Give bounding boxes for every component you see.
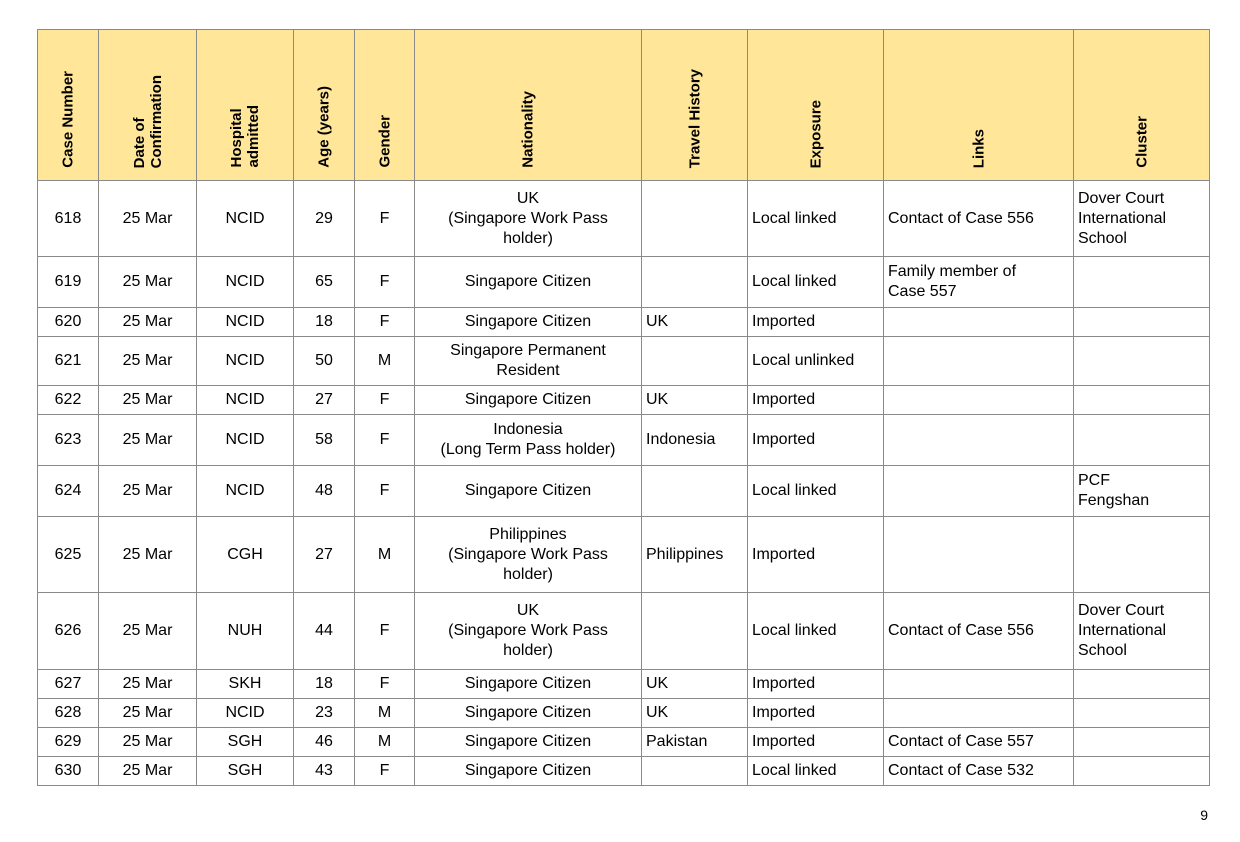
hospital-cell: NUH xyxy=(197,593,294,670)
table-row xyxy=(38,517,1210,593)
links-cell: Contact of Case 532 xyxy=(884,757,1074,786)
table-row xyxy=(38,415,1210,466)
age-cell: 48 xyxy=(294,466,355,517)
case-number-cell: 623 xyxy=(38,415,99,466)
links-cell: Contact of Case 556 xyxy=(884,593,1074,670)
nationality-cell: Singapore Citizen xyxy=(415,670,642,699)
case-number-cell: 630 xyxy=(38,757,99,786)
date-cell: 25 Mar xyxy=(99,337,197,386)
date-cell: 25 Mar xyxy=(99,593,197,670)
age-cell: 43 xyxy=(294,757,355,786)
age-cell: 29 xyxy=(294,181,355,257)
exposure-cell: Local linked xyxy=(748,757,884,786)
hospital-cell: SKH xyxy=(197,670,294,699)
table-row xyxy=(38,337,1210,386)
date-cell: 25 Mar xyxy=(99,517,197,593)
gender-cell: F xyxy=(355,593,415,670)
nationality-cell: Singapore Citizen xyxy=(415,699,642,728)
case-number-cell: 624 xyxy=(38,466,99,517)
links-cell xyxy=(884,308,1074,337)
cluster-cell xyxy=(1074,757,1210,786)
links-cell xyxy=(884,386,1074,415)
gender-cell: F xyxy=(355,181,415,257)
date-cell: 25 Mar xyxy=(99,466,197,517)
case-number-cell: 626 xyxy=(38,593,99,670)
date-cell: 25 Mar xyxy=(99,415,197,466)
age-cell: 50 xyxy=(294,337,355,386)
nationality-cell: Singapore Permanent Resident xyxy=(415,337,642,386)
hospital-cell: NCID xyxy=(197,257,294,308)
travel-history-cell: Pakistan xyxy=(642,728,748,757)
exposure-cell: Local linked xyxy=(748,257,884,308)
gender-cell: M xyxy=(355,517,415,593)
table-row xyxy=(38,257,1210,308)
hospital-cell: NCID xyxy=(197,415,294,466)
links-cell xyxy=(884,415,1074,466)
exposure-cell: Local linked xyxy=(748,466,884,517)
age-cell: 27 xyxy=(294,517,355,593)
table-row xyxy=(38,466,1210,517)
travel-history-cell: UK xyxy=(642,308,748,337)
hospital-cell: SGH xyxy=(197,728,294,757)
case-number-cell: 629 xyxy=(38,728,99,757)
cluster-cell: Dover Court International School xyxy=(1074,593,1210,670)
hospital-cell: NCID xyxy=(197,181,294,257)
date-cell: 25 Mar xyxy=(99,181,197,257)
date-cell: 25 Mar xyxy=(99,308,197,337)
header-age: Age (years) xyxy=(294,30,355,181)
case-number-cell: 627 xyxy=(38,670,99,699)
header-nationality: Nationality xyxy=(415,30,642,181)
nationality-cell: Singapore Citizen xyxy=(415,728,642,757)
page-number: 9 xyxy=(1200,807,1208,823)
case-number-cell: 625 xyxy=(38,517,99,593)
links-cell xyxy=(884,670,1074,699)
age-cell: 18 xyxy=(294,308,355,337)
gender-cell: F xyxy=(355,257,415,308)
gender-cell: F xyxy=(355,670,415,699)
case-number-cell: 628 xyxy=(38,699,99,728)
travel-history-cell: Indonesia xyxy=(642,415,748,466)
links-cell xyxy=(884,337,1074,386)
travel-history-cell xyxy=(642,593,748,670)
links-cell: Contact of Case 556 xyxy=(884,181,1074,257)
header-date-line1: Date of xyxy=(130,117,148,168)
case-number-cell: 622 xyxy=(38,386,99,415)
table-row xyxy=(38,757,1210,786)
travel-history-cell: UK xyxy=(642,670,748,699)
gender-cell: F xyxy=(355,415,415,466)
nationality-cell: Singapore Citizen xyxy=(415,757,642,786)
travel-history-cell: UK xyxy=(642,699,748,728)
exposure-cell: Imported xyxy=(748,670,884,699)
travel-history-cell: Philippines xyxy=(642,517,748,593)
cluster-cell: PCF Fengshan xyxy=(1074,466,1210,517)
age-cell: 65 xyxy=(294,257,355,308)
links-cell: Family member of Case 557 xyxy=(884,257,1074,308)
travel-history-cell xyxy=(642,466,748,517)
hospital-cell: NCID xyxy=(197,308,294,337)
cluster-cell xyxy=(1074,728,1210,757)
links-cell: Contact of Case 557 xyxy=(884,728,1074,757)
cluster-cell xyxy=(1074,386,1210,415)
header-case-number: Case Number xyxy=(38,30,99,181)
exposure-cell: Imported xyxy=(748,308,884,337)
age-cell: 44 xyxy=(294,593,355,670)
nationality-cell: UK (Singapore Work Pass holder) xyxy=(415,593,642,670)
age-cell: 18 xyxy=(294,670,355,699)
header-date-of-confirmation xyxy=(99,30,197,181)
travel-history-cell xyxy=(642,257,748,308)
case-number-cell: 619 xyxy=(38,257,99,308)
travel-history-cell xyxy=(642,757,748,786)
case-number-cell: 621 xyxy=(38,337,99,386)
links-cell xyxy=(884,466,1074,517)
date-cell: 25 Mar xyxy=(99,699,197,728)
header-date-line2: Confirmation xyxy=(147,74,165,168)
table-row xyxy=(38,181,1210,257)
gender-cell: M xyxy=(355,728,415,757)
date-cell: 25 Mar xyxy=(99,670,197,699)
hospital-cell: NCID xyxy=(197,466,294,517)
exposure-cell: Imported xyxy=(748,728,884,757)
nationality-cell: Indonesia (Long Term Pass holder) xyxy=(415,415,642,466)
header-hospital-line1: Hospital xyxy=(228,108,245,168)
nationality-cell: Singapore Citizen xyxy=(415,257,642,308)
date-cell: 25 Mar xyxy=(99,728,197,757)
date-cell: 25 Mar xyxy=(99,257,197,308)
table-row xyxy=(38,699,1210,728)
cluster-cell xyxy=(1074,415,1210,466)
gender-cell: F xyxy=(355,386,415,415)
age-cell: 23 xyxy=(294,699,355,728)
travel-history-cell xyxy=(642,181,748,257)
exposure-cell: Imported xyxy=(748,517,884,593)
table-row xyxy=(38,593,1210,670)
hospital-cell: CGH xyxy=(197,517,294,593)
case-number-cell: 618 xyxy=(38,181,99,257)
exposure-cell: Imported xyxy=(748,699,884,728)
gender-cell: M xyxy=(355,699,415,728)
nationality-cell: Philippines (Singapore Work Pass holder) xyxy=(415,517,642,593)
hospital-cell: NCID xyxy=(197,337,294,386)
links-cell xyxy=(884,699,1074,728)
nationality-cell: Singapore Citizen xyxy=(415,386,642,415)
age-cell: 58 xyxy=(294,415,355,466)
exposure-cell: Local unlinked xyxy=(748,337,884,386)
hospital-cell: NCID xyxy=(197,386,294,415)
hospital-cell: NCID xyxy=(197,699,294,728)
header-hospital-line2: admitted xyxy=(245,105,262,168)
cluster-cell: Dover Court International School xyxy=(1074,181,1210,257)
age-cell: 27 xyxy=(294,386,355,415)
gender-cell: F xyxy=(355,757,415,786)
cluster-cell xyxy=(1074,699,1210,728)
header-row xyxy=(38,30,1210,181)
table-row xyxy=(38,386,1210,415)
header-hospital-admitted xyxy=(197,30,294,181)
links-cell xyxy=(884,517,1074,593)
gender-cell: M xyxy=(355,337,415,386)
nationality-cell: UK (Singapore Work Pass holder) xyxy=(415,181,642,257)
table-row xyxy=(38,670,1210,699)
gender-cell: F xyxy=(355,466,415,517)
cluster-cell xyxy=(1074,337,1210,386)
cluster-cell xyxy=(1074,257,1210,308)
hospital-cell: SGH xyxy=(197,757,294,786)
table-row xyxy=(38,308,1210,337)
header-gender: Gender xyxy=(355,30,415,181)
cluster-cell xyxy=(1074,517,1210,593)
exposure-cell: Imported xyxy=(748,386,884,415)
exposure-cell: Imported xyxy=(748,415,884,466)
case-table xyxy=(37,29,1210,786)
header-links: Links xyxy=(884,30,1074,181)
date-cell: 25 Mar xyxy=(99,386,197,415)
gender-cell: F xyxy=(355,308,415,337)
header-travel-history: Travel History xyxy=(642,30,748,181)
case-number-cell: 620 xyxy=(38,308,99,337)
date-cell: 25 Mar xyxy=(99,757,197,786)
nationality-cell: Singapore Citizen xyxy=(415,308,642,337)
exposure-cell: Local linked xyxy=(748,593,884,670)
age-cell: 46 xyxy=(294,728,355,757)
header-cluster: Cluster xyxy=(1074,30,1210,181)
nationality-cell: Singapore Citizen xyxy=(415,466,642,517)
header-exposure: Exposure xyxy=(748,30,884,181)
exposure-cell: Local linked xyxy=(748,181,884,257)
travel-history-cell: UK xyxy=(642,386,748,415)
cluster-cell xyxy=(1074,308,1210,337)
table-row xyxy=(38,728,1210,757)
travel-history-cell xyxy=(642,337,748,386)
cluster-cell xyxy=(1074,670,1210,699)
